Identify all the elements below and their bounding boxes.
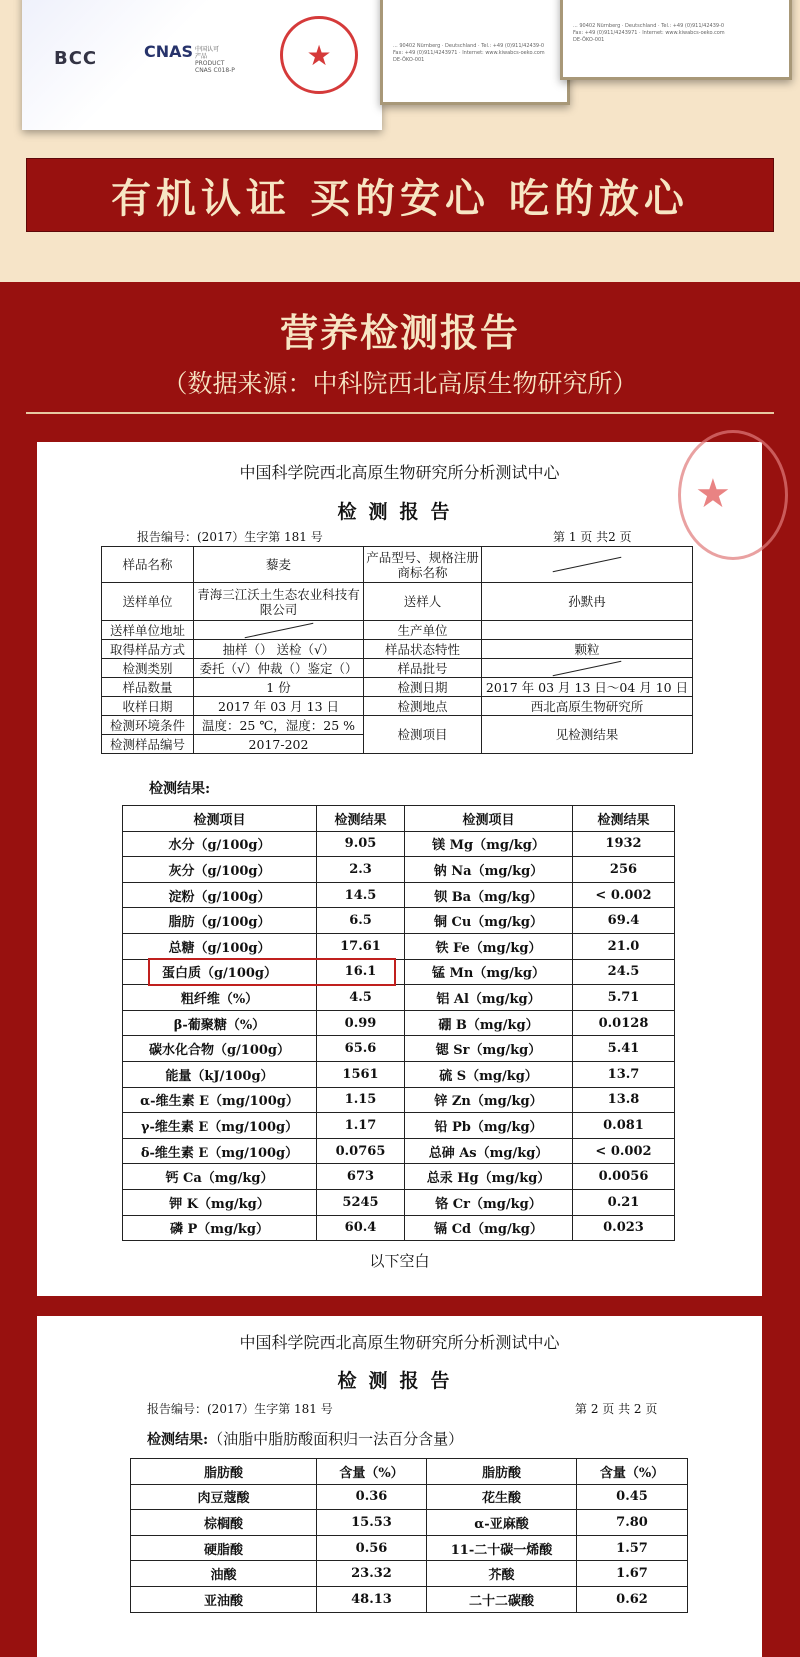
column-header: 脂肪酸 bbox=[427, 1459, 577, 1485]
table-cell: 镉 Cd（mg/kg） bbox=[405, 1215, 573, 1241]
table-row bbox=[123, 1138, 675, 1164]
star-icon: ★ bbox=[306, 39, 332, 72]
column-header: 含量（%） bbox=[577, 1459, 688, 1485]
table-cell: 蛋白质（g/100g） bbox=[123, 959, 317, 985]
table-cell: 肉豆蔻酸 bbox=[131, 1484, 317, 1510]
table-row bbox=[131, 1484, 688, 1510]
cell: 送样单位地址 bbox=[102, 621, 194, 640]
column-header: 脂肪酸 bbox=[131, 1459, 317, 1485]
report-number: 报告编号：(2017）生字第 181 号 bbox=[137, 530, 323, 544]
cell: 样品批号 bbox=[364, 659, 482, 678]
table-cell: 水分（g/100g） bbox=[123, 831, 317, 857]
cell: 检测类别 bbox=[102, 659, 194, 678]
table-cell: 铜 Cu（mg/kg） bbox=[405, 908, 573, 934]
table-cell: 1.15 bbox=[317, 1087, 405, 1113]
cnas-subtext: 中国认可 产品 PRODUCT CNAS C018-P bbox=[195, 46, 235, 74]
cell: 检测项目 bbox=[364, 716, 482, 754]
cell bbox=[482, 621, 693, 640]
table-cell: 65.6 bbox=[317, 1036, 405, 1062]
cell bbox=[194, 621, 364, 640]
table-cell: 1.57 bbox=[577, 1535, 688, 1561]
table-cell: 铁 Fe（mg/kg） bbox=[405, 933, 573, 959]
red-seal-stamp bbox=[280, 16, 358, 94]
report-title: 检测报告 bbox=[337, 501, 462, 523]
cell: 2017-202 bbox=[194, 735, 364, 754]
table-cell: α-维生素 E（mg/100g） bbox=[123, 1087, 317, 1113]
column-header: 含量（%） bbox=[317, 1459, 427, 1485]
cell: 孙默冉 bbox=[482, 583, 693, 621]
report-page-2 bbox=[37, 1316, 762, 1657]
cnas-logo: CNAS bbox=[144, 42, 194, 61]
table-cell: 锶 Sr（mg/kg） bbox=[405, 1036, 573, 1062]
table-row bbox=[123, 831, 675, 857]
table-row bbox=[123, 1113, 675, 1139]
table-cell: 1.17 bbox=[317, 1113, 405, 1139]
star-icon: ★ bbox=[695, 471, 731, 517]
cell: 抽样（） 送检（√） bbox=[194, 640, 364, 659]
table-cell: 总砷 As（mg/kg） bbox=[405, 1138, 573, 1164]
table-cell: γ-维生素 E（mg/100g） bbox=[123, 1113, 317, 1139]
table-cell: 0.0765 bbox=[317, 1138, 405, 1164]
cell: 检测日期 bbox=[364, 678, 482, 697]
table-row bbox=[131, 1510, 688, 1536]
cell: 1 份 bbox=[194, 678, 364, 697]
table-row bbox=[123, 985, 675, 1011]
table-cell: 芥酸 bbox=[427, 1561, 577, 1587]
table-cell: 1.67 bbox=[577, 1561, 688, 1587]
table-cell: 1932 bbox=[573, 831, 675, 857]
table-cell: 粗纤维（%） bbox=[123, 985, 317, 1011]
table-cell: 镁 Mg（mg/kg） bbox=[405, 831, 573, 857]
table-cell: 硼 B（mg/kg） bbox=[405, 1010, 573, 1036]
table-cell: 钠 Na（mg/kg） bbox=[405, 857, 573, 883]
table-cell: 17.61 bbox=[317, 933, 405, 959]
table-cell: 能量（kJ/100g） bbox=[123, 1061, 317, 1087]
table-cell: δ-维生素 E（mg/100g） bbox=[123, 1138, 317, 1164]
cell: 收样日期 bbox=[102, 697, 194, 716]
table-cell: 棕榈酸 bbox=[131, 1510, 317, 1536]
table-cell: 4.5 bbox=[317, 985, 405, 1011]
certificate-area bbox=[0, 0, 800, 282]
cell: 颗粒 bbox=[482, 640, 693, 659]
table-cell: 锰 Mn（mg/kg） bbox=[405, 959, 573, 985]
protein-highlight-box bbox=[148, 958, 396, 986]
table-cell: 总汞 Hg（mg/kg） bbox=[405, 1164, 573, 1190]
table-cell: 15.53 bbox=[317, 1510, 427, 1536]
cell: 见检测结果 bbox=[482, 716, 693, 754]
section-subtitle: （数据来源：中科院西北高原生物研究所） bbox=[162, 369, 638, 398]
column-header: 检测结果 bbox=[573, 806, 675, 832]
table-cell: 淀粉（g/100g） bbox=[123, 882, 317, 908]
cell: 西北高原生物研究所 bbox=[482, 697, 693, 716]
cell: 生产单位 bbox=[364, 621, 482, 640]
table-cell: 油酸 bbox=[131, 1561, 317, 1587]
table-cell: 13.7 bbox=[573, 1061, 675, 1087]
table-cell: 11-二十碳一烯酸 bbox=[427, 1535, 577, 1561]
cell: 样品名称 bbox=[102, 547, 194, 583]
table-row bbox=[123, 1189, 675, 1215]
certificate-card bbox=[380, 0, 570, 105]
table-row bbox=[123, 908, 675, 934]
table-cell: 1561 bbox=[317, 1061, 405, 1087]
results-label: 检测结果: bbox=[149, 781, 211, 797]
table-row bbox=[123, 882, 675, 908]
report-number: 报告编号：(2017）生字第 181 号 bbox=[147, 1402, 333, 1416]
cell: 2017 年 03 月 13 日～04 月 10 日 bbox=[482, 678, 693, 697]
table-cell: 铬 Cr（mg/kg） bbox=[405, 1189, 573, 1215]
table-cell: 21.0 bbox=[573, 933, 675, 959]
table-cell: 灰分（g/100g） bbox=[123, 857, 317, 883]
page-indicator: 第 2 页 共 2 页 bbox=[575, 1402, 658, 1416]
table-cell: 69.4 bbox=[573, 908, 675, 934]
table-cell: 磷 P（mg/kg） bbox=[123, 1215, 317, 1241]
table-cell: 5245 bbox=[317, 1189, 405, 1215]
section-title: 营养检测报告 bbox=[279, 311, 520, 355]
table-cell: 总糖（g/100g） bbox=[123, 933, 317, 959]
cell: 青海三江沃土生态农业科技有限公司 bbox=[194, 583, 364, 621]
table-row bbox=[123, 1164, 675, 1190]
table-cell: 亚油酸 bbox=[131, 1586, 317, 1612]
table-cell: 0.56 bbox=[317, 1535, 427, 1561]
certificate-card bbox=[22, 0, 382, 130]
table-row bbox=[131, 1561, 688, 1587]
cell: 取得样品方式 bbox=[102, 640, 194, 659]
certificate-card bbox=[560, 0, 792, 80]
table-cell: 48.13 bbox=[317, 1586, 427, 1612]
cell: 送样单位 bbox=[102, 583, 194, 621]
table-row bbox=[123, 1010, 675, 1036]
table-cell: 5.41 bbox=[573, 1036, 675, 1062]
table-cell: 钾 K（mg/kg） bbox=[123, 1189, 317, 1215]
table-cell: 花生酸 bbox=[427, 1484, 577, 1510]
table-cell: 256 bbox=[573, 857, 675, 883]
table-cell: 0.45 bbox=[577, 1484, 688, 1510]
table-cell: 铅 Pb（mg/kg） bbox=[405, 1113, 573, 1139]
slogan-text: 有机认证 买的安心 吃的放心 bbox=[111, 175, 689, 222]
table-row bbox=[123, 1036, 675, 1062]
cell: 检测环境条件 bbox=[102, 716, 194, 735]
blank-note: 以下空白 bbox=[369, 1252, 430, 1270]
table-cell: 硬脂酸 bbox=[131, 1535, 317, 1561]
slogan-banner bbox=[26, 158, 774, 232]
certificate-fine-print: ... 90402 Nürnberg · Deutschland · Tel.: +49 (0)911/42439-0 Fax: +49 (0)911/4243971 · Internet: www.kiwabcs-oeko.com DE-ÖKO-001 bbox=[573, 23, 725, 43]
red-seal-stamp bbox=[678, 430, 788, 560]
table-row bbox=[123, 933, 675, 959]
column-header: 检测项目 bbox=[123, 806, 317, 832]
table-cell: 2.3 bbox=[317, 857, 405, 883]
cell: 送样人 bbox=[364, 583, 482, 621]
table-cell: 0.99 bbox=[317, 1010, 405, 1036]
report-title: 检测报告 bbox=[337, 1370, 462, 1392]
cell: 检测样品编号 bbox=[102, 735, 194, 754]
column-header: 检测项目 bbox=[405, 806, 573, 832]
table-cell: 6.5 bbox=[317, 908, 405, 934]
bcc-logo: BCC bbox=[54, 48, 98, 69]
table-cell: 碳水化合物（g/100g） bbox=[123, 1036, 317, 1062]
cell: 样品数量 bbox=[102, 678, 194, 697]
table-cell: 23.32 bbox=[317, 1561, 427, 1587]
table-cell: 0.21 bbox=[573, 1189, 675, 1215]
page-indicator: 第 1 页 共2 页 bbox=[553, 530, 632, 544]
table-cell: 7.80 bbox=[577, 1510, 688, 1536]
table-cell: 0.36 bbox=[317, 1484, 427, 1510]
table-cell: 钙 Ca（mg/kg） bbox=[123, 1164, 317, 1190]
table-cell: 13.8 bbox=[573, 1087, 675, 1113]
table-cell: 钡 Ba（mg/kg） bbox=[405, 882, 573, 908]
table-cell: 0.0128 bbox=[573, 1010, 675, 1036]
table-header-row bbox=[123, 806, 675, 832]
cell: 检测地点 bbox=[364, 697, 482, 716]
table-cell: < 0.002 bbox=[573, 1138, 675, 1164]
table-cell: 锌 Zn（mg/kg） bbox=[405, 1087, 573, 1113]
column-header: 检测结果 bbox=[317, 806, 405, 832]
table-header-row bbox=[131, 1459, 688, 1485]
cell bbox=[482, 547, 693, 583]
table-row bbox=[131, 1535, 688, 1561]
report-page-1 bbox=[37, 442, 762, 1296]
table-cell: 0.023 bbox=[573, 1215, 675, 1241]
table-cell: 5.71 bbox=[573, 985, 675, 1011]
cell: 2017 年 03 月 13 日 bbox=[194, 697, 364, 716]
table-cell: 铝 Al（mg/kg） bbox=[405, 985, 573, 1011]
table-cell: 硫 S（mg/kg） bbox=[405, 1061, 573, 1087]
table-cell: 673 bbox=[317, 1164, 405, 1190]
table-cell: < 0.002 bbox=[573, 882, 675, 908]
table-cell: 脂肪（g/100g） bbox=[123, 908, 317, 934]
table-cell: β-葡聚糖（%） bbox=[123, 1010, 317, 1036]
divider bbox=[26, 412, 774, 414]
cell: 样品状态特性 bbox=[364, 640, 482, 659]
table-cell: 0.0056 bbox=[573, 1164, 675, 1190]
cell: 委托（√）仲裁（）鉴定（） bbox=[194, 659, 364, 678]
cell: 产品型号、规格注册商标名称 bbox=[364, 547, 482, 583]
table-cell: 16.1 bbox=[317, 959, 405, 985]
table-cell: 24.5 bbox=[573, 959, 675, 985]
table-row bbox=[123, 1087, 675, 1113]
results-label: 检测结果:（油脂中脂肪酸面积归一法百分含量） bbox=[147, 1430, 464, 1448]
cell: 温度：25 ℃，湿度：25 % bbox=[194, 716, 364, 735]
table-cell: 14.5 bbox=[317, 882, 405, 908]
table-row bbox=[131, 1586, 688, 1612]
results-table bbox=[122, 805, 675, 1241]
table-cell: 二十二碳酸 bbox=[427, 1586, 577, 1612]
sample-info-table bbox=[101, 546, 693, 754]
table-row bbox=[123, 857, 675, 883]
institute-name: 中国科学院西北高原生物研究所分析测试中心 bbox=[239, 1333, 560, 1352]
table-cell: 60.4 bbox=[317, 1215, 405, 1241]
table-row bbox=[123, 1061, 675, 1087]
table-cell: α-亚麻酸 bbox=[427, 1510, 577, 1536]
certificate-fine-print: ... 90402 Nürnberg · Deutschland · Tel.: +49 (0)911/42439-0 Fax: +49 (0)911/4243971 · Internet: www.kiwabcs-oeko.com DE-ÖKO-001 bbox=[393, 43, 545, 63]
table-cell: 0.62 bbox=[577, 1586, 688, 1612]
table-cell: 0.081 bbox=[573, 1113, 675, 1139]
institute-name: 中国科学院西北高原生物研究所分析测试中心 bbox=[239, 463, 560, 482]
cell: 藜麦 bbox=[194, 547, 364, 583]
cell bbox=[482, 659, 693, 678]
fatty-acid-table bbox=[130, 1458, 688, 1613]
table-cell: 9.05 bbox=[317, 831, 405, 857]
table-row bbox=[123, 1215, 675, 1241]
